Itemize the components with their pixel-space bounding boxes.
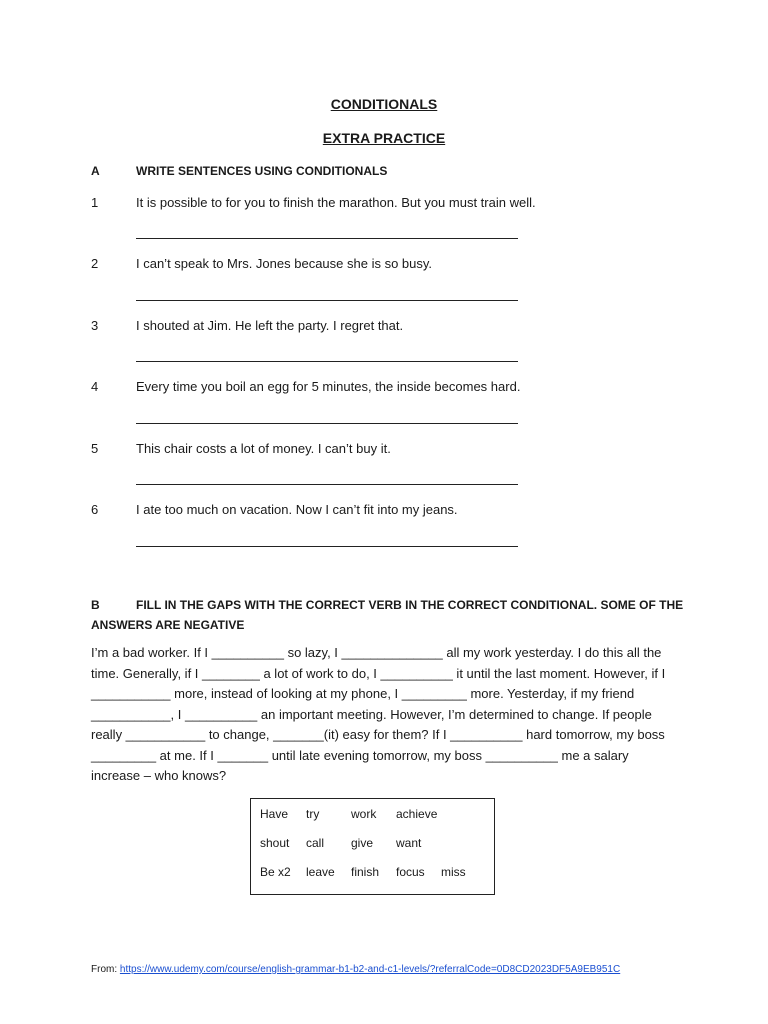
word-bank-item: work — [351, 807, 377, 821]
question-number: 5 — [91, 441, 99, 456]
section-a-letter: A — [91, 164, 100, 178]
question-text: I shouted at Jim. He left the party. I regret that. — [136, 318, 404, 333]
question-number: 1 — [91, 195, 99, 210]
question-text: Every time you boil an egg for 5 minutes, the inside becomes hard. — [136, 379, 521, 394]
page-title: CONDITIONALS — [330, 96, 438, 112]
answer-line[interactable] — [136, 238, 518, 239]
word-bank-item: achieve — [396, 807, 438, 821]
question-text: This chair costs a lot of money. I can’t buy it. — [136, 441, 391, 456]
question-number: 2 — [91, 256, 99, 271]
word-bank-box — [250, 798, 495, 895]
answer-line[interactable] — [136, 361, 518, 362]
question-number: 6 — [91, 502, 99, 517]
question-number: 4 — [91, 379, 99, 394]
question-number: 3 — [91, 318, 99, 333]
word-bank-item: miss — [441, 865, 466, 879]
word-bank-item: finish — [351, 865, 380, 879]
answer-line[interactable] — [136, 546, 518, 547]
source-link[interactable]: https://www.udemy.com/course/english-grammar-b1-b2-and-c1-levels/?referralCode=0D8CD2023DF5A9EB951C — [119, 964, 621, 975]
section-a-heading: WRITE SENTENCES USING CONDITIONALS — [136, 164, 388, 178]
word-bank-item: call — [306, 836, 325, 850]
answer-line[interactable] — [136, 300, 518, 301]
source-label: From: — [91, 964, 120, 975]
answer-line[interactable] — [136, 423, 518, 424]
section-b-heading: FILL IN THE GAPS WITH THE CORRECT VERB IN THE CORRECT CONDITIONAL. SOME OF THE ANSWERS ARE NEGATIVE — [91, 598, 684, 632]
source-footer — [91, 964, 620, 975]
page-subtitle: EXTRA PRACTICE — [322, 130, 446, 146]
word-bank-item: Be x2 — [260, 865, 291, 879]
question-text: I ate too much on vacation. Now I can’t fit into my jeans. — [136, 502, 458, 517]
answer-line[interactable] — [136, 484, 518, 485]
word-bank-item: Have — [260, 807, 289, 821]
word-bank-item: give — [351, 836, 374, 850]
question-text: It is possible to for you to finish the marathon. But you must train well. — [136, 195, 536, 210]
gap-fill-paragraph: I’m a bad worker. If I __________ so lazy, I ______________ all my work yesterday. I do this all the time. Generally, if I ________ a lot of work to do, I __________ it until the last moment. However, if I ___________ more, instead of looking at my phone, I _________ more. Yesterday, if my friend ___________, I __________ an important meeting. However, I’m determined to change. If people really ___________ to change, _______(it) easy for them? If I __________ hard tomorrow, my boss _________ at me. If I _______ until late evening tomorrow, my boss __________ me a salary increase – who knows? — [91, 645, 666, 783]
word-bank-item: shout — [260, 836, 290, 850]
question-text: I can’t speak to Mrs. Jones because she is so busy. — [136, 256, 433, 271]
word-bank-item: want — [396, 836, 422, 850]
word-bank-item: try — [306, 807, 320, 821]
word-bank-item: focus — [396, 865, 425, 879]
section-b-heading-block — [91, 595, 691, 635]
word-bank-item: leave — [306, 865, 335, 879]
section-b-letter: B — [91, 598, 100, 612]
